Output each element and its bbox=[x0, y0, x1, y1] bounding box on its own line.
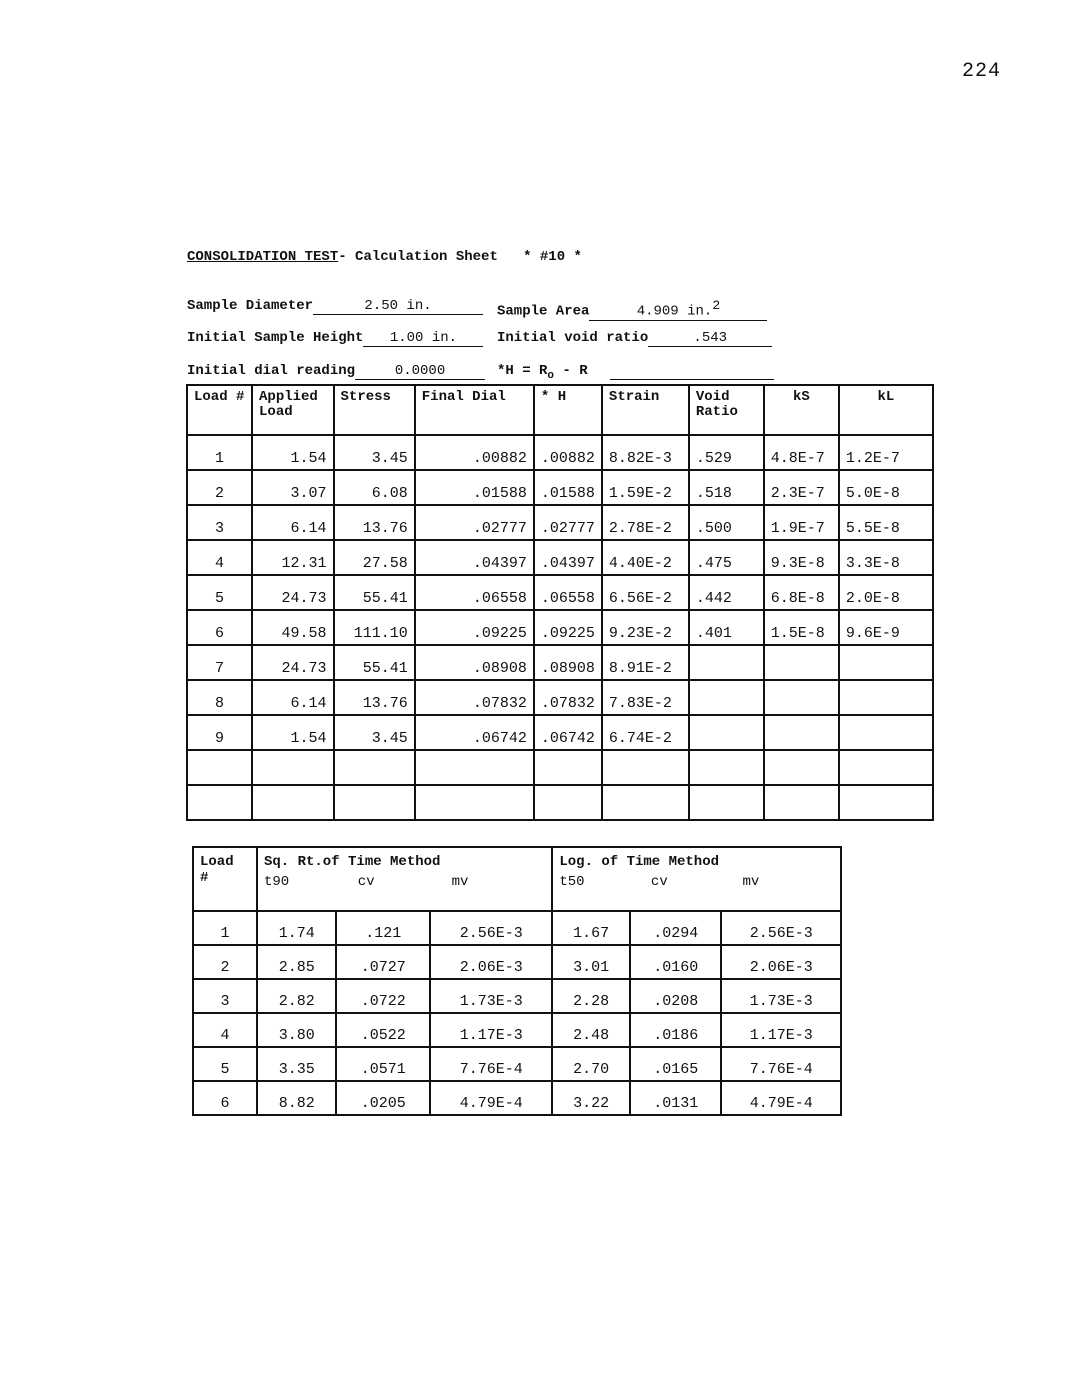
table-cell bbox=[839, 645, 933, 680]
table-cell bbox=[764, 715, 839, 750]
table-cell: 3.01 bbox=[552, 945, 630, 979]
col-void-ratio: Void Ratio bbox=[689, 385, 764, 435]
table-cell: 6.14 bbox=[252, 505, 334, 540]
table-cell: 27.58 bbox=[334, 540, 415, 575]
table-cell bbox=[764, 750, 839, 785]
table-cell: .09225 bbox=[534, 610, 602, 645]
table-cell: 5 bbox=[187, 575, 252, 610]
table-cell: 1.54 bbox=[252, 715, 334, 750]
table-cell: 1.59E-2 bbox=[602, 470, 689, 505]
table-cell: 1.2E-7 bbox=[839, 435, 933, 470]
table-cell: 5 bbox=[193, 1047, 257, 1081]
table-cell: 2.28 bbox=[552, 979, 630, 1013]
table-cell: .01588 bbox=[415, 470, 534, 505]
table-cell: 4.79E-4 bbox=[430, 1081, 552, 1115]
col-load-number: Load # bbox=[187, 385, 252, 435]
t2-col-load-number: Load # bbox=[193, 847, 257, 911]
table-cell: 3.3E-8 bbox=[839, 540, 933, 575]
delta-h-formula bbox=[497, 363, 774, 382]
table-cell: .09225 bbox=[415, 610, 534, 645]
table-cell: .0522 bbox=[336, 1013, 430, 1047]
table-cell: 2.0E-8 bbox=[839, 575, 933, 610]
table-cell: 4 bbox=[193, 1013, 257, 1047]
table-cell: .00882 bbox=[415, 435, 534, 470]
table-cell: 3.80 bbox=[257, 1013, 336, 1047]
sample-diameter-field bbox=[187, 298, 483, 315]
table-cell: 7 bbox=[187, 645, 252, 680]
table-cell bbox=[602, 785, 689, 820]
sqrt-col-t90: t90 bbox=[264, 874, 290, 890]
table-cell: 1 bbox=[187, 435, 252, 470]
sheet-subtitle: - Calculation Sheet bbox=[338, 249, 498, 265]
table-cell: 2.82 bbox=[257, 979, 336, 1013]
table-cell: 8.82 bbox=[257, 1081, 336, 1115]
table-cell: 4 bbox=[187, 540, 252, 575]
table-row bbox=[187, 750, 933, 785]
table-cell: 24.73 bbox=[252, 645, 334, 680]
table-cell: .0205 bbox=[336, 1081, 430, 1115]
sample-area-field bbox=[497, 298, 767, 321]
table-cell: .08908 bbox=[415, 645, 534, 680]
table-row bbox=[193, 1047, 841, 1081]
table-cell: .0186 bbox=[630, 1013, 722, 1047]
table-cell: 3.45 bbox=[334, 435, 415, 470]
table-row bbox=[193, 945, 841, 979]
initial-height-field bbox=[187, 330, 483, 347]
col-ks: kS bbox=[764, 385, 839, 435]
initial-void-value: .543 bbox=[648, 330, 772, 347]
table-cell: .06558 bbox=[534, 575, 602, 610]
time-method-table-body bbox=[193, 911, 841, 1115]
table-cell bbox=[764, 680, 839, 715]
table-cell bbox=[689, 715, 764, 750]
table-cell: 9 bbox=[187, 715, 252, 750]
table-cell: 6.56E-2 bbox=[602, 575, 689, 610]
table-cell: .0722 bbox=[336, 979, 430, 1013]
table-cell: .01588 bbox=[534, 470, 602, 505]
table-cell: 1.5E-8 bbox=[764, 610, 839, 645]
table-cell: 1.74 bbox=[257, 911, 336, 945]
table-cell: .08908 bbox=[534, 645, 602, 680]
table-cell: .04397 bbox=[415, 540, 534, 575]
table-cell: 1.9E-7 bbox=[764, 505, 839, 540]
table-cell bbox=[602, 750, 689, 785]
table-cell: 9.23E-2 bbox=[602, 610, 689, 645]
table-cell: 6.08 bbox=[334, 470, 415, 505]
table-cell: 6 bbox=[193, 1081, 257, 1115]
table-cell: 2.85 bbox=[257, 945, 336, 979]
table-cell: 49.58 bbox=[252, 610, 334, 645]
table-cell: 5.0E-8 bbox=[839, 470, 933, 505]
table-row bbox=[193, 1081, 841, 1115]
sample-diameter-label: Sample Diameter bbox=[187, 298, 314, 314]
sample-diameter-value: 2.50 in. bbox=[313, 298, 483, 315]
table-cell bbox=[839, 715, 933, 750]
initial-dial-label: Initial dial reading bbox=[187, 363, 356, 379]
table-cell: 5.5E-8 bbox=[839, 505, 933, 540]
table-cell: 13.76 bbox=[334, 505, 415, 540]
table-cell: 1.67 bbox=[552, 911, 630, 945]
table-cell: .06558 bbox=[415, 575, 534, 610]
table-cell: 6.14 bbox=[252, 680, 334, 715]
col-applied-load: Applied Load bbox=[252, 385, 334, 435]
table-cell: 2.3E-7 bbox=[764, 470, 839, 505]
table-cell: 55.41 bbox=[334, 645, 415, 680]
table-cell bbox=[252, 750, 334, 785]
log-col-cv: cv bbox=[650, 874, 668, 890]
table-row bbox=[187, 645, 933, 680]
table-cell bbox=[689, 750, 764, 785]
table-cell: .00882 bbox=[534, 435, 602, 470]
table-row bbox=[187, 540, 933, 575]
table-cell: 1.73E-3 bbox=[721, 979, 841, 1013]
initial-dial-value: 0.0000 bbox=[355, 363, 485, 380]
table-cell: 6.74E-2 bbox=[602, 715, 689, 750]
table-cell bbox=[839, 785, 933, 820]
table-cell: 3.07 bbox=[252, 470, 334, 505]
table-cell: .500 bbox=[689, 505, 764, 540]
formula-lhs: *H = R bbox=[497, 363, 548, 379]
table-cell: 8.82E-3 bbox=[602, 435, 689, 470]
table-row bbox=[187, 435, 933, 470]
table-cell: 12.31 bbox=[252, 540, 334, 575]
table-cell: 3 bbox=[193, 979, 257, 1013]
table-row bbox=[193, 979, 841, 1013]
table-row bbox=[193, 911, 841, 945]
table-cell: 8.91E-2 bbox=[602, 645, 689, 680]
table-cell bbox=[764, 785, 839, 820]
table-cell bbox=[415, 750, 534, 785]
table-cell: .07832 bbox=[534, 680, 602, 715]
time-method-table bbox=[192, 846, 842, 1116]
sheet-title: CONSOLIDATION TEST bbox=[187, 249, 339, 265]
table-cell bbox=[764, 645, 839, 680]
table-row bbox=[187, 785, 933, 820]
table-cell: 2.78E-2 bbox=[602, 505, 689, 540]
table-cell: 4.40E-2 bbox=[602, 540, 689, 575]
log-col-t50: t50 bbox=[559, 874, 585, 890]
table-row bbox=[187, 680, 933, 715]
table-cell: .02777 bbox=[415, 505, 534, 540]
initial-void-field bbox=[497, 330, 772, 347]
table-cell: 3.45 bbox=[334, 715, 415, 750]
table-cell: 1.17E-3 bbox=[721, 1013, 841, 1047]
table-cell: 8 bbox=[187, 680, 252, 715]
table-cell: .121 bbox=[336, 911, 430, 945]
table-cell bbox=[334, 750, 415, 785]
table-cell: 4.79E-4 bbox=[721, 1081, 841, 1115]
table-cell: 9.6E-9 bbox=[839, 610, 933, 645]
table-cell bbox=[187, 785, 252, 820]
table-cell: 7.76E-4 bbox=[721, 1047, 841, 1081]
table-cell: 111.10 bbox=[334, 610, 415, 645]
sample-area-exponent: 2 bbox=[712, 298, 721, 313]
sheet-id: * #10 * bbox=[523, 249, 582, 265]
initial-void-label: Initial void ratio bbox=[497, 330, 649, 346]
table-cell: .06742 bbox=[534, 715, 602, 750]
table-cell: 2.06E-3 bbox=[721, 945, 841, 979]
table-cell: .02777 bbox=[534, 505, 602, 540]
table-cell: 1.17E-3 bbox=[430, 1013, 552, 1047]
table-cell bbox=[689, 785, 764, 820]
log-col-mv: mv bbox=[742, 874, 760, 890]
table-row bbox=[187, 470, 933, 505]
table-cell: 24.73 bbox=[252, 575, 334, 610]
table-cell bbox=[689, 645, 764, 680]
sheet-heading bbox=[187, 249, 582, 265]
table-cell bbox=[187, 750, 252, 785]
sample-area-value: 4.909 in. bbox=[636, 303, 713, 320]
table-cell: .0131 bbox=[630, 1081, 722, 1115]
table-cell bbox=[334, 785, 415, 820]
table-cell: 2.56E-3 bbox=[721, 911, 841, 945]
formula-rhs: - R bbox=[554, 363, 588, 379]
table-cell: 2 bbox=[187, 470, 252, 505]
table-cell: .0294 bbox=[630, 911, 722, 945]
table-cell bbox=[689, 680, 764, 715]
table-cell: 55.41 bbox=[334, 575, 415, 610]
log-method-title: Log. of Time Method bbox=[559, 854, 720, 870]
table-cell: 3.22 bbox=[552, 1081, 630, 1115]
table-cell: 2.70 bbox=[552, 1047, 630, 1081]
table-cell: .442 bbox=[689, 575, 764, 610]
page-number: 224 bbox=[962, 60, 1002, 83]
table-cell: .07832 bbox=[415, 680, 534, 715]
table-cell: 9.3E-8 bbox=[764, 540, 839, 575]
calculation-table-body bbox=[187, 435, 933, 820]
table-cell: .0571 bbox=[336, 1047, 430, 1081]
sqrt-method-title: Sq. Rt.of Time Method bbox=[264, 854, 441, 870]
table-cell: 7.76E-4 bbox=[430, 1047, 552, 1081]
table-row bbox=[187, 715, 933, 750]
table-row bbox=[187, 575, 933, 610]
initial-height-label: Initial Sample Height bbox=[187, 330, 364, 346]
table-cell: 1 bbox=[193, 911, 257, 945]
table-cell: 1.54 bbox=[252, 435, 334, 470]
table-cell: .0727 bbox=[336, 945, 430, 979]
formula-sub: o bbox=[547, 369, 555, 382]
table-cell: .06742 bbox=[415, 715, 534, 750]
table-cell bbox=[252, 785, 334, 820]
table-cell: .04397 bbox=[534, 540, 602, 575]
table-cell: 13.76 bbox=[334, 680, 415, 715]
table-cell bbox=[839, 750, 933, 785]
col-delta-h: * H bbox=[534, 385, 602, 435]
table-cell: .475 bbox=[689, 540, 764, 575]
table-cell bbox=[839, 680, 933, 715]
table-cell: 2.48 bbox=[552, 1013, 630, 1047]
table-row bbox=[187, 505, 933, 540]
table-cell: .529 bbox=[689, 435, 764, 470]
table-cell: 2 bbox=[193, 945, 257, 979]
col-final-dial: Final Dial bbox=[415, 385, 534, 435]
table-cell: 7.83E-2 bbox=[602, 680, 689, 715]
table-cell: .0165 bbox=[630, 1047, 722, 1081]
sqrt-col-cv: cv bbox=[357, 874, 375, 890]
t2-log-method-header bbox=[552, 847, 841, 911]
table-cell: 6 bbox=[187, 610, 252, 645]
initial-dial-field bbox=[187, 363, 485, 380]
t2-sqrt-method-header bbox=[257, 847, 552, 911]
sample-area-label: Sample Area bbox=[497, 303, 590, 320]
table-cell: 2.56E-3 bbox=[430, 911, 552, 945]
table-cell: .401 bbox=[689, 610, 764, 645]
table-cell: .518 bbox=[689, 470, 764, 505]
table-row bbox=[193, 1013, 841, 1047]
sqrt-col-mv: mv bbox=[451, 874, 469, 890]
table-cell bbox=[415, 785, 534, 820]
table-cell bbox=[534, 750, 602, 785]
table-row bbox=[187, 610, 933, 645]
col-stress: Stress bbox=[334, 385, 415, 435]
table-cell: 2.06E-3 bbox=[430, 945, 552, 979]
table-cell: 4.8E-7 bbox=[764, 435, 839, 470]
calculation-table bbox=[186, 384, 934, 821]
col-strain: Strain bbox=[602, 385, 689, 435]
table-cell bbox=[534, 785, 602, 820]
table-cell: .0160 bbox=[630, 945, 722, 979]
initial-height-value: 1.00 in. bbox=[363, 330, 483, 347]
table-cell: 3.35 bbox=[257, 1047, 336, 1081]
table-cell: 3 bbox=[187, 505, 252, 540]
table-cell: 1.73E-3 bbox=[430, 979, 552, 1013]
table-cell: 6.8E-8 bbox=[764, 575, 839, 610]
col-kl: kL bbox=[839, 385, 933, 435]
table-cell: .0208 bbox=[630, 979, 722, 1013]
